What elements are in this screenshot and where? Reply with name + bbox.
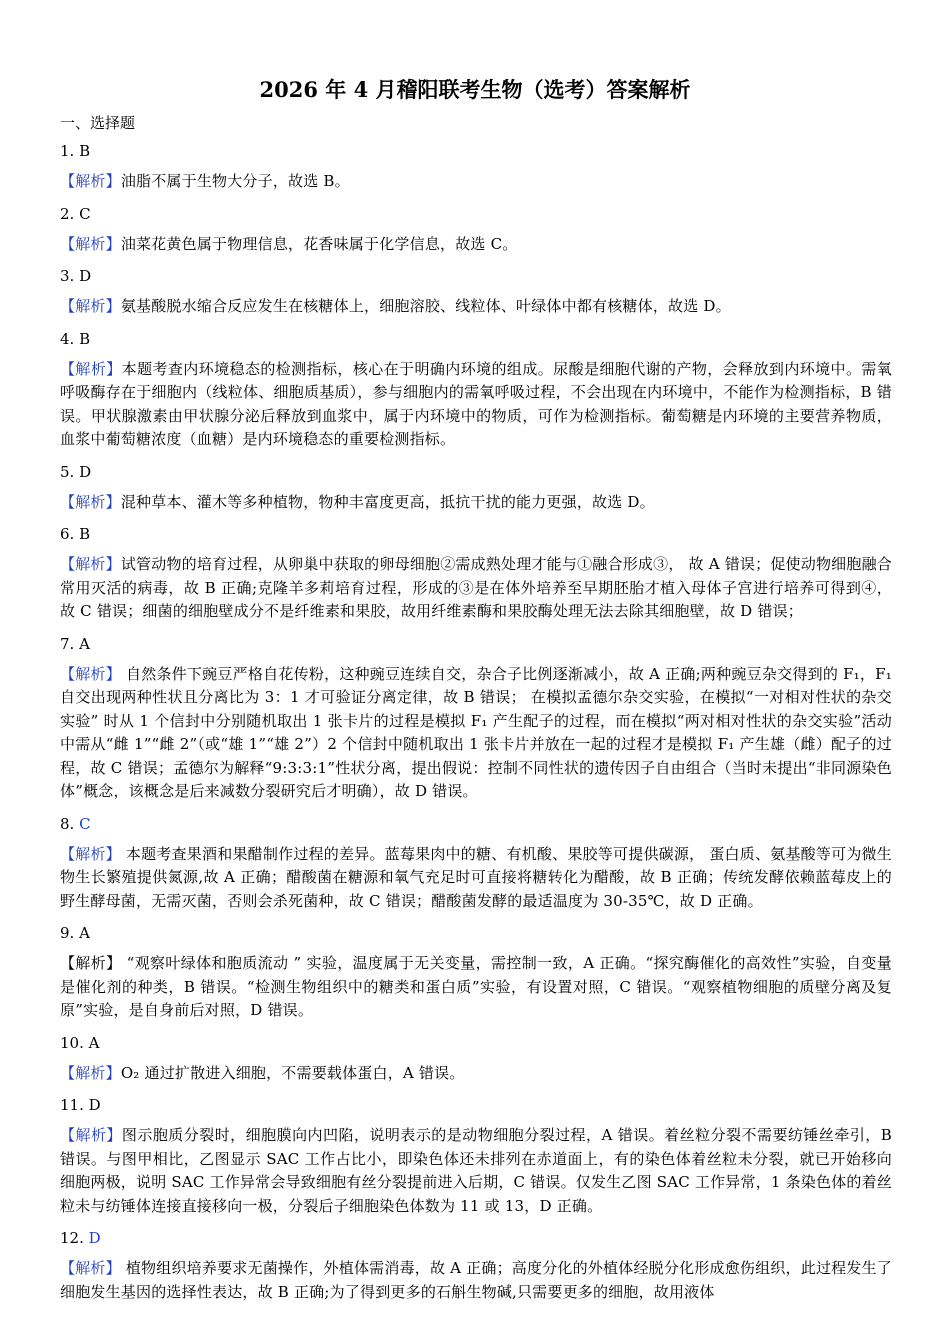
explanation-text: 油菜花黄色属于物理信息，花香味属于化学信息，故选 C。 <box>120 234 518 253</box>
explanation-text: 本题考查内环境稳态的检测指标，核心在于明确内环境的组成。尿酸是细胞代谢的产物，会释放到内环境中。需氧呼吸酶存在于细胞内（线粒体、细胞质基质），参与细胞内的需氧呼吸过程，不会出现在内环境中，不能作为检测指标，B 错误。甲状腺激素由甲状腺分泌后释放到血浆中，属于内环境中的物质，可作为检测指标。葡萄糖是内环境的主要营养物质，血浆中葡萄糖浓度（血糖）是内环境稳态的重要检测指标。 <box>60 359 892 448</box>
explanation-text: “观察叶绿体和胞质流动 ” 实验，温度属于无关变量，需控制一致，A 正确。“探究酶催化的高效性”实验，自变量是催化剂的种类，B 错误。“检测生物组织中的糖类和蛋白质”实验，有设置对照，C 错误。“观察植物细胞的质壁分离及复原”实验，是自身前后对照，D 错误。 <box>60 954 892 1019</box>
explanation-text: 图示胞质分裂时，细胞膜向内凹陷，说明表示的是动物细胞分裂过程，A 错误。着丝粒分裂不需要纺锤丝牵引，B 错误。与图甲相比，乙图显示 SAC 工作占比小，即染色体还未排列在赤道面上，有的染色体着丝粒未分裂，就已开始移向细胞两极，说明 SAC 工作异常会导致细胞有丝分裂提前进入后期，C 错误。仅发生乙图 SAC 工作异常，1 条染色体的着丝粒未与纺锤体连接直接移向一极，分裂后子细胞染色体数为 11 或 13，D 正确。 <box>60 1126 893 1215</box>
answer-letter: D <box>79 267 92 285</box>
question-answer <box>60 633 892 655</box>
question-number: 9. <box>60 924 75 942</box>
answer-letter: A <box>88 1033 100 1052</box>
answer-letter: D <box>79 462 92 481</box>
explanation <box>60 1124 892 1218</box>
question-number: 3. <box>60 267 75 285</box>
explanation-tag: 【解析】 <box>60 297 121 315</box>
question-answer <box>60 813 892 835</box>
section-heading: 一、选择题 <box>60 114 136 132</box>
answer-list <box>60 140 892 1313</box>
question-answer <box>60 328 892 350</box>
explanation-text: 本题考查果酒和果醋制作过程的差异。蓝莓果肉中的糖、有机酸、果胶等可提供碳源， 蛋白质、氨基酸等可为微生物生长繁殖提供氮源,故 A 正确；醋酸菌在糖源和氧气充足时可直接将糖转化为醋酸，故 B 正确；传统发酵依赖蓝莓皮上的野生酵母菌，无需灭菌，否则会杀死菌种，故 C 错误；醋酸菌发酵的最适温度为 30-35℃，故 D 正确。 <box>60 844 892 910</box>
answer-letter: B <box>79 142 91 160</box>
explanation-tag: 【解析】 <box>60 1126 122 1144</box>
question-number: 1. <box>60 142 75 160</box>
explanation <box>60 1062 892 1086</box>
question-answer <box>60 203 892 225</box>
question-answer <box>60 922 892 944</box>
explanation-tag: 【解析】 <box>60 234 121 253</box>
answer-letter: C <box>79 814 91 833</box>
answer-letter: C <box>79 204 91 223</box>
explanation <box>60 1257 892 1304</box>
answer-letter: A <box>79 924 90 942</box>
question-answer <box>60 1227 892 1249</box>
explanation-tag: 【解析】 <box>60 1259 121 1277</box>
explanation-text: 植物组织培养要求无菌操作，外植体需消毒，故 A 正确；高度分化的外植体经脱分化形成愈伤组织，此过程发生了细胞发生基因的选择性表达，故 B 正确;为了得到更多的石斛生物碱,只需要更多的细胞，故用液体 <box>60 1259 892 1301</box>
question-number: 11. <box>60 1096 84 1114</box>
explanation-tag: 【解析】 <box>60 1063 121 1082</box>
question-number: 10. <box>60 1033 84 1052</box>
explanation-tag: 【解析】 <box>60 954 122 972</box>
explanation <box>60 170 892 194</box>
explanation-tag: 【解析】 <box>60 555 121 573</box>
question-answer <box>60 140 892 162</box>
question-answer <box>60 1094 892 1116</box>
explanation-tag: 【解析】 <box>60 492 121 511</box>
question-number: 7. <box>60 634 75 653</box>
explanation-text: 试管动物的培育过程，从卵巢中获取的卵母细胞②需成熟处理才能与①融合形成③， 故 A 错误；促使动物细胞融合常用灭活的病毒，故 B 正确;克隆羊多莉培育过程，形成的③是在体外培养至早期胚胎才植入母体子宫进行培养可得到④， 故 C 错误；细菌的细胞壁成分不是纤维素和果胶，故用纤维素酶和果胶酶处理无法去除其细胞壁，故 D 错误； <box>60 555 892 620</box>
answer-letter: D <box>88 1229 101 1247</box>
question-answer <box>60 1032 892 1054</box>
question-number: 12. <box>60 1229 84 1247</box>
answer-letter: B <box>79 525 91 543</box>
explanation <box>60 358 892 452</box>
question-number: 2. <box>60 204 75 223</box>
explanation-text: O₂ 通过扩散进入细胞，不需要载体蛋白，A 错误。 <box>120 1063 465 1082</box>
page-title: 2026 年 4 月稽阳联考生物（选考）答案解析 <box>259 77 691 102</box>
explanation <box>60 663 892 804</box>
answer-letter: A <box>79 634 90 653</box>
answer-letter: B <box>79 329 91 348</box>
explanation <box>60 952 892 1023</box>
question-number: 6. <box>60 525 75 543</box>
question-answer <box>60 461 892 483</box>
question-number: 5. <box>60 462 75 481</box>
answer-letter: D <box>88 1096 101 1114</box>
explanation-text: 自然条件下豌豆严格自花传粉，这种豌豆连续自交，杂合子比例逐渐减小，故 A 正确;两种豌豆杂交得到的 F₁，F₁ 自交出现两种性状且分离比为 3：1 才可验证分离定律，故 B 错误； 在模拟孟德尔杂交实验，在模拟“一对相对性状的杂交实验” 时从 1 个信封中分别随机取出 1 张卡片的过程是模拟 F₁ 产生配子的过程，而在模拟“两对相对性状的杂交实验”活动中需从“雌 1”“雌 2”（或“雄 1”“雄 2”）2 个信封中随机取出 1 张卡片并放在一起的过程才是模拟 F₁ 产生雄（雌）配子的过程，故 C 错误；孟德尔为解释“9:3:3:1”性状分离，提出假说：控制不同性状的遗传因子自由组合（当时未提出“非同源染色体”概念，该概念是后来减数分裂研究后才明确），故 D 错误。 <box>60 664 892 800</box>
explanation-tag: 【解析】 <box>60 359 122 378</box>
explanation-tag: 【解析】 <box>60 664 121 683</box>
question-number: 4. <box>60 329 75 348</box>
question-answer <box>60 523 892 545</box>
explanation-text: 氨基酸脱水缩合反应发生在核糖体上，细胞溶胶、线粒体、叶绿体中都有核糖体，故选 D。 <box>120 297 731 315</box>
explanation-text: 混种草本、灌木等多种植物，物种丰富度更高，抵抗干扰的能力更强，故选 D。 <box>120 492 655 511</box>
explanation <box>60 843 892 914</box>
explanation-text: 油脂不属于生物大分子，故选 B。 <box>120 172 350 190</box>
explanation <box>60 553 892 624</box>
explanation <box>60 491 892 515</box>
question-answer <box>60 265 892 287</box>
question-number: 8. <box>60 814 75 833</box>
explanation-tag: 【解析】 <box>60 172 121 190</box>
explanation <box>60 295 892 319</box>
explanation-tag: 【解析】 <box>60 844 121 863</box>
explanation <box>60 233 892 257</box>
